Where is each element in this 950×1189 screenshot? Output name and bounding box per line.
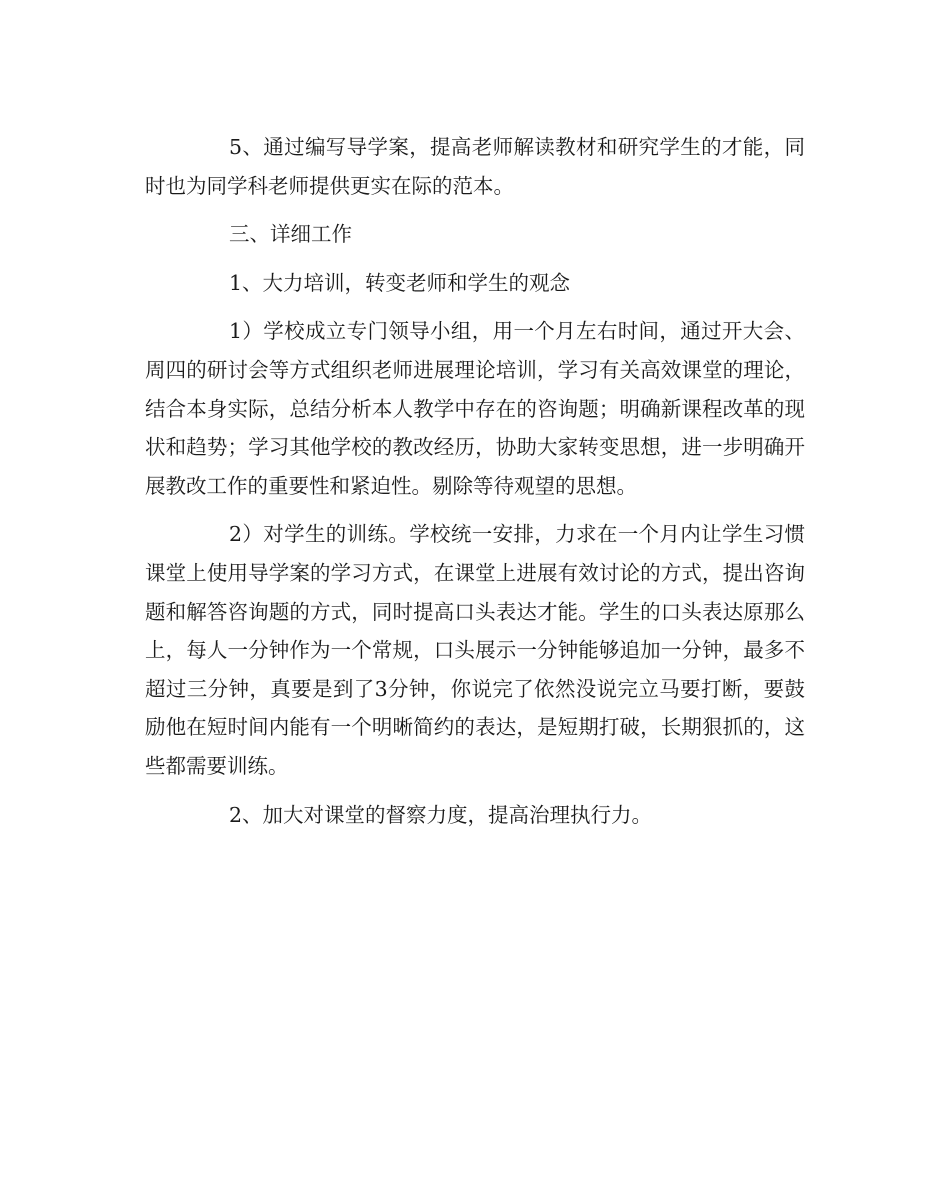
subheading-training: 1、大力培训，转变老师和学生的观念 bbox=[229, 270, 571, 295]
paragraph-student-training: 2）对学生的训练。学校统一安排，力求在一个月内让学生习惯课堂上使用导学案的学习方式，在课堂上进展有效讨论的方式，提出咨询题和解答咨询题的方式，同时提高口头表达才能。学生的口头表达原那么上，每人一分钟作为一个常规，口头展示一分钟能够追加一分钟，最多不超过三分钟，真要是到了3分钟，你说完了依然没说完立马要打断，要鼓励他在短时间内能有一个明晰简约的表达，是短期打破，长期狠抓的，这些都需要训练。 bbox=[145, 522, 805, 778]
paragraph-teacher-training: 1）学校成立专门领导小组，用一个月左右时间，通过开大会、周四的研讨会等方式组织老师进展理论培训，学习有关高效课堂的理论，结合本身实际，总结分析本人教学中存在的咨询题；明确新课程改革的现状和趋势；学习其他学校的教改经历，协助大家转变思想，进一步明确开展教改工作的重要性和紧迫性。剔除等待观望的思想。 bbox=[145, 319, 805, 498]
subheading-supervision: 2、加大对课堂的督察力度，提高治理执行力。 bbox=[229, 802, 653, 827]
paragraph-item-5: 5、通过编写导学案，提高老师解读教材和研究学生的才能，同时也为同学科老师提供更实在际的范本。 bbox=[145, 135, 805, 198]
section-heading-detailed-work: 三、详细工作 bbox=[229, 222, 352, 247]
document-body bbox=[145, 128, 805, 844]
